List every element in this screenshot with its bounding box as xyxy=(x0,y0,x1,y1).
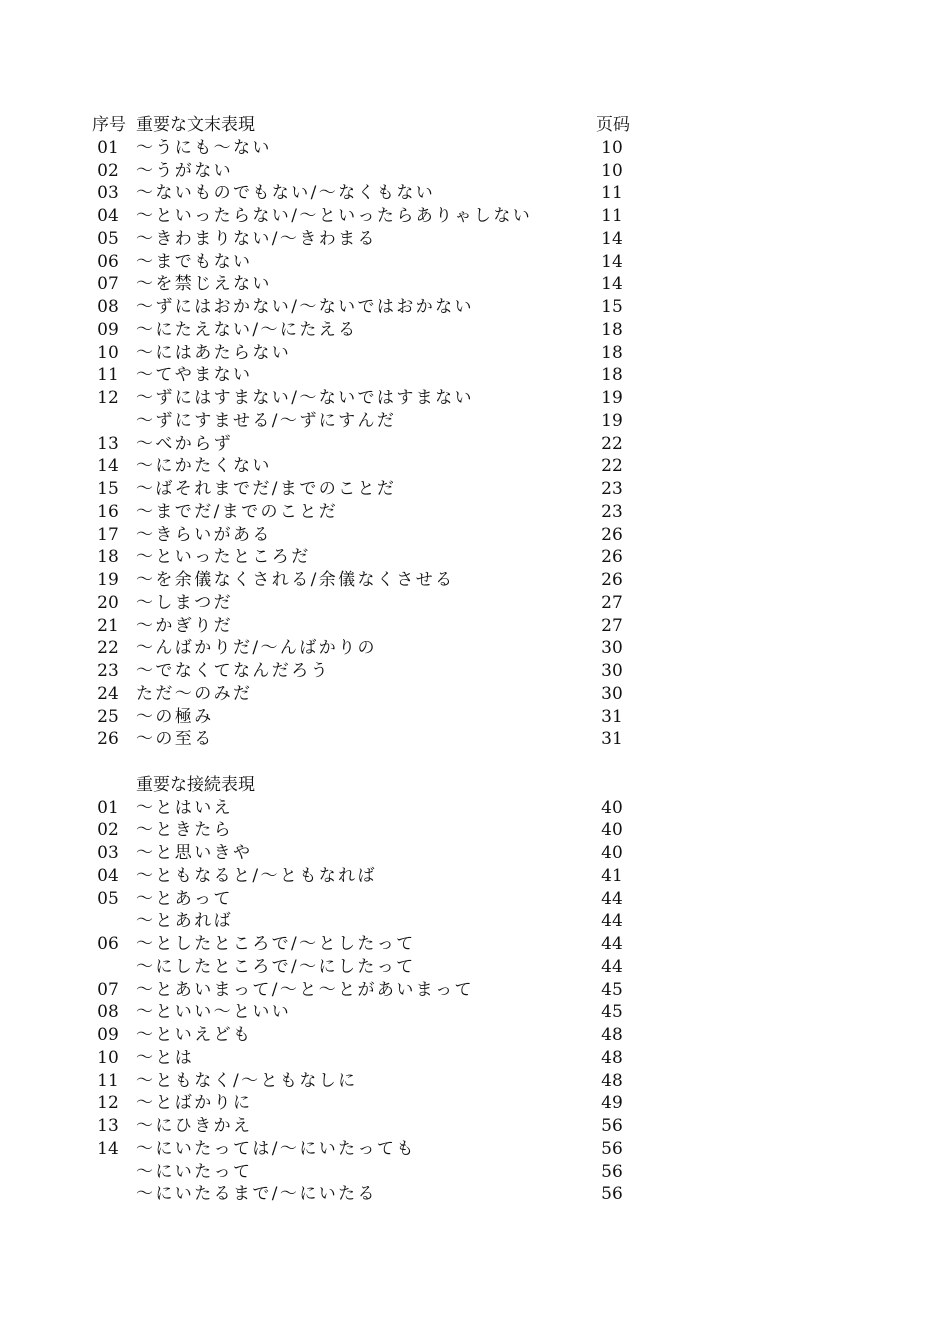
row-number: 26 xyxy=(97,729,119,750)
row-expression: ただ～のみだ xyxy=(136,683,253,704)
row-number: 12 xyxy=(97,1093,119,1114)
row-page: 30 xyxy=(601,683,623,704)
row-number: 12 xyxy=(97,388,119,408)
row-page: 18 xyxy=(601,319,623,340)
row-expression: ～しまつだ xyxy=(136,592,233,613)
row-page: 23 xyxy=(601,501,623,522)
row-number: 09 xyxy=(97,319,119,340)
header-number: 序号 xyxy=(92,115,126,135)
table-row xyxy=(0,160,950,183)
row-page: 27 xyxy=(601,592,623,613)
row-page: 22 xyxy=(601,433,623,454)
row-expression: ～までだ/までのことだ xyxy=(136,501,339,522)
row-number: 07 xyxy=(97,274,119,295)
header-page: 页码 xyxy=(596,115,630,135)
table-row xyxy=(0,865,950,888)
row-number: 01 xyxy=(97,797,119,818)
table-row xyxy=(0,1161,950,1184)
row-page: 44 xyxy=(601,934,623,954)
table-row xyxy=(0,524,950,547)
table-row xyxy=(0,342,950,365)
row-expression: ～といい～といい xyxy=(136,1002,292,1023)
row-page: 30 xyxy=(601,638,623,659)
row-page: 31 xyxy=(601,729,623,750)
row-expression: ～にいたって xyxy=(136,1161,253,1182)
row-number: 13 xyxy=(97,433,119,454)
row-number: 03 xyxy=(97,843,119,863)
table-row xyxy=(0,706,950,729)
row-number: 21 xyxy=(97,615,119,636)
row-expression: ～にはあたらない xyxy=(136,342,292,363)
row-page: 40 xyxy=(601,843,623,863)
row-number: 14 xyxy=(97,1138,119,1159)
row-page: 15 xyxy=(601,297,623,317)
row-expression: ～とあいまって/～と～とがあいまって xyxy=(136,979,474,1000)
row-expression: ～うにも～ない xyxy=(136,137,272,158)
row-expression: ～きらいがある xyxy=(136,524,272,545)
table-row xyxy=(0,956,950,979)
row-number: 04 xyxy=(97,206,119,226)
row-number: 08 xyxy=(97,1002,119,1023)
row-expression: ～とはいえ xyxy=(136,797,233,818)
row-page: 18 xyxy=(601,365,623,386)
row-number: 05 xyxy=(97,888,119,909)
row-expression: ～べからず xyxy=(136,433,233,454)
table-row xyxy=(0,319,950,342)
row-expression: ～にひきかえ xyxy=(136,1116,253,1136)
row-expression: ～ずにはおかない/～ないではおかない xyxy=(136,297,474,317)
row-page: 44 xyxy=(601,888,623,909)
row-number: 23 xyxy=(97,661,119,681)
row-page: 11 xyxy=(601,183,623,204)
table-row xyxy=(0,410,950,433)
table-row xyxy=(0,569,950,592)
table-row xyxy=(0,251,950,274)
row-page: 10 xyxy=(601,160,623,181)
row-expression: ～てやまない xyxy=(136,365,253,386)
table-row xyxy=(0,1092,950,1115)
row-number: 18 xyxy=(97,547,119,568)
row-expression: ～とばかりに xyxy=(136,1093,253,1114)
row-page: 31 xyxy=(601,706,623,727)
row-expression: ～といったところだ xyxy=(136,547,311,568)
table-row xyxy=(0,501,950,524)
row-number: 02 xyxy=(97,160,119,181)
row-number: 25 xyxy=(97,706,119,727)
row-expression: ～の極み xyxy=(136,706,214,727)
row-page: 27 xyxy=(601,615,623,636)
row-expression: ～とあって xyxy=(136,888,233,909)
row-page: 19 xyxy=(601,410,623,431)
row-page: 45 xyxy=(601,979,623,1000)
connective-list xyxy=(0,797,950,1207)
table-row xyxy=(0,1115,950,1138)
row-expression: ～ともなく/～ともなしに xyxy=(136,1070,358,1091)
row-number: 01 xyxy=(97,137,119,158)
table-row xyxy=(0,660,950,683)
row-page: 48 xyxy=(601,1047,623,1068)
row-number: 11 xyxy=(97,1070,119,1091)
row-expression: ～ともなると/～ともなれば xyxy=(136,865,377,886)
section-title-sentence-end: 重要な文末表現 xyxy=(136,115,255,135)
row-expression: ～ばそれまでだ/までのことだ xyxy=(136,479,397,499)
row-page: 26 xyxy=(601,547,623,568)
row-expression: ～を禁じえない xyxy=(136,274,272,295)
row-number: 24 xyxy=(97,683,119,704)
table-row xyxy=(0,182,950,205)
row-number: 17 xyxy=(97,524,119,545)
row-page: 40 xyxy=(601,820,623,841)
row-page: 41 xyxy=(601,865,623,886)
row-number: 10 xyxy=(97,1047,119,1068)
row-number: 08 xyxy=(97,297,119,317)
table-header xyxy=(0,114,950,137)
row-number: 11 xyxy=(97,365,119,386)
table-row xyxy=(0,455,950,478)
table-row xyxy=(0,979,950,1002)
table-row xyxy=(0,683,950,706)
row-number: 05 xyxy=(97,228,119,249)
row-page: 48 xyxy=(601,1070,623,1091)
row-number: 20 xyxy=(97,592,119,613)
row-page: 44 xyxy=(601,911,623,932)
row-page: 11 xyxy=(601,206,623,226)
row-number: 04 xyxy=(97,865,119,886)
row-expression: ～を余儀なくされる/余儀なくさせる xyxy=(136,570,455,590)
row-page: 14 xyxy=(601,274,623,295)
row-expression: ～ずにはすまない/～ないではすまない xyxy=(136,388,474,408)
table-row xyxy=(0,910,950,933)
table-row xyxy=(0,842,950,865)
table-row xyxy=(0,797,950,820)
table-row xyxy=(0,273,950,296)
row-expression: ～にたえない/～にたえる xyxy=(136,319,358,340)
row-number: 13 xyxy=(97,1116,119,1136)
table-row xyxy=(0,1001,950,1024)
row-expression: ～にかたくない xyxy=(136,456,272,477)
row-page: 40 xyxy=(601,797,623,818)
row-expression: ～とは xyxy=(136,1047,195,1068)
row-number: 22 xyxy=(97,638,119,659)
row-expression: ～ないものでもない/～なくもない xyxy=(136,183,436,204)
row-expression: ～といったらない/～といったらありゃしない xyxy=(136,206,533,226)
row-expression: ～と思いきや xyxy=(136,843,253,863)
section-spacer xyxy=(0,751,950,774)
table-row xyxy=(0,137,950,160)
table-row xyxy=(0,205,950,228)
row-expression: ～までもない xyxy=(136,251,253,272)
row-expression: ～にいたっては/～にいたっても xyxy=(136,1138,416,1159)
table-row xyxy=(0,296,950,319)
row-page: 14 xyxy=(601,228,623,249)
row-page: 44 xyxy=(601,956,623,977)
row-number: 06 xyxy=(97,934,119,954)
row-page: 49 xyxy=(601,1093,623,1114)
row-number: 14 xyxy=(97,456,119,477)
table-row xyxy=(0,728,950,751)
row-number: 07 xyxy=(97,979,119,1000)
table-row xyxy=(0,637,950,660)
row-page: 56 xyxy=(601,1116,623,1136)
sentence-end-list xyxy=(0,137,950,751)
row-expression: ～ずにすませる/～ずにすんだ xyxy=(136,410,397,431)
row-expression: ～としたところで/～としたって xyxy=(136,934,416,954)
row-expression: ～きわまりない/～きわまる xyxy=(136,228,377,249)
row-page: 26 xyxy=(601,524,623,545)
row-expression: ～にいたるまで/～にいたる xyxy=(136,1184,377,1205)
table-row xyxy=(0,364,950,387)
table-row xyxy=(0,1183,950,1206)
row-expression: ～んばかりだ/～んばかりの xyxy=(136,638,377,659)
table-row xyxy=(0,1138,950,1161)
row-page: 56 xyxy=(601,1161,623,1182)
index-table xyxy=(0,114,950,1206)
table-row xyxy=(0,888,950,911)
row-number: 09 xyxy=(97,1025,119,1045)
row-expression: ～とあれば xyxy=(136,911,233,932)
row-page: 18 xyxy=(601,342,623,363)
row-expression: ～にしたところで/～にしたって xyxy=(136,956,416,977)
row-expression: ～ときたら xyxy=(136,820,233,841)
row-number: 06 xyxy=(97,251,119,272)
table-row xyxy=(0,1070,950,1093)
table-row xyxy=(0,933,950,956)
row-page: 10 xyxy=(601,137,623,158)
table-row xyxy=(0,592,950,615)
row-number: 02 xyxy=(97,820,119,841)
row-page: 45 xyxy=(601,1002,623,1023)
table-row xyxy=(0,1024,950,1047)
section-header xyxy=(0,774,950,797)
row-page: 48 xyxy=(601,1025,623,1045)
row-page: 19 xyxy=(601,388,623,408)
table-row xyxy=(0,1047,950,1070)
row-number: 16 xyxy=(97,501,119,522)
row-page: 30 xyxy=(601,661,623,681)
row-number: 03 xyxy=(97,183,119,204)
section-title-connective: 重要な接続表現 xyxy=(136,774,255,795)
table-row xyxy=(0,819,950,842)
row-page: 56 xyxy=(601,1138,623,1159)
row-page: 22 xyxy=(601,456,623,477)
row-number: 15 xyxy=(97,479,119,499)
table-row xyxy=(0,615,950,638)
row-page: 26 xyxy=(601,570,623,590)
table-row xyxy=(0,228,950,251)
row-expression: ～といえども xyxy=(136,1025,253,1045)
row-page: 14 xyxy=(601,251,623,272)
row-expression: ～の至る xyxy=(136,729,214,750)
table-row xyxy=(0,433,950,456)
row-page: 23 xyxy=(601,479,623,499)
row-page: 56 xyxy=(601,1184,623,1205)
row-number: 19 xyxy=(97,570,119,590)
row-number: 10 xyxy=(97,342,119,363)
row-expression: ～かぎりだ xyxy=(136,615,233,636)
row-expression: ～でなくてなんだろう xyxy=(136,661,330,681)
table-row xyxy=(0,478,950,501)
row-expression: ～うがない xyxy=(136,160,233,181)
table-row xyxy=(0,546,950,569)
table-row xyxy=(0,387,950,410)
